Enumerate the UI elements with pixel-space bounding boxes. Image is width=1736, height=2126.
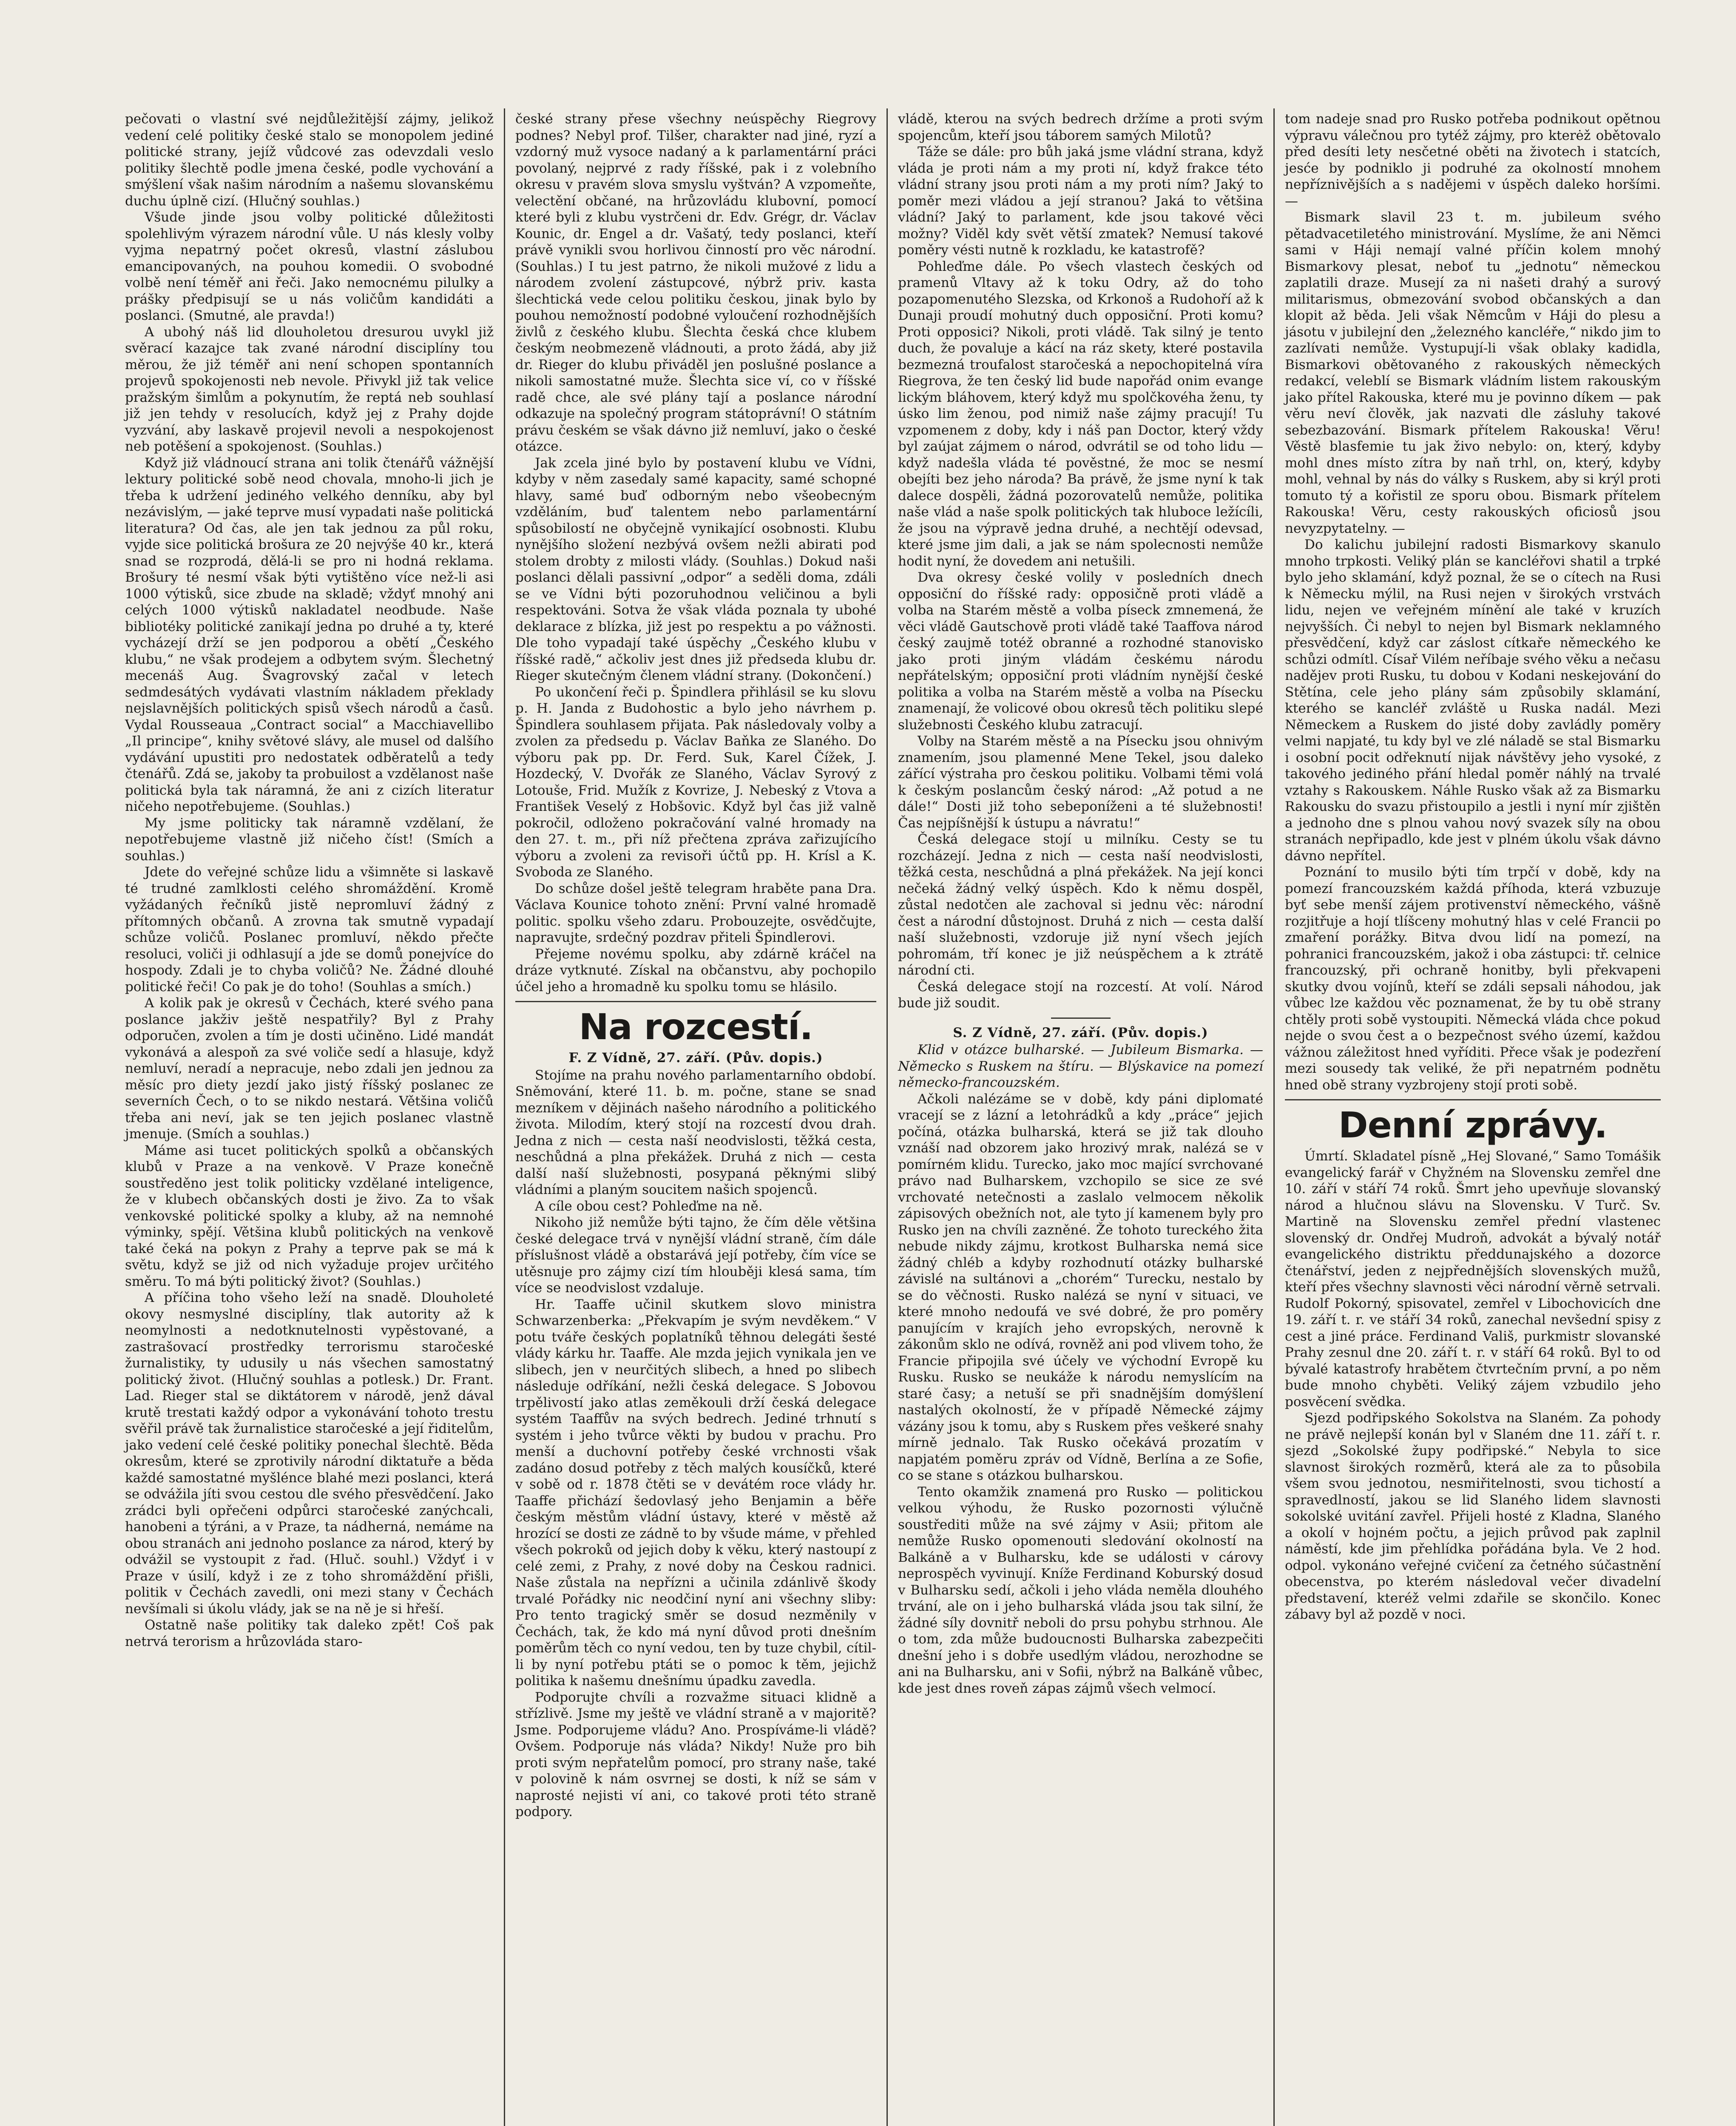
paragraph: Přejeme novému spolku, aby zdárně kráčel na dráze vytknuté. Získal na občanstvu, aby pochopilo účel jeho a hromadně ku spolku tomu se hlásilo. — [515, 946, 876, 995]
paragraph: Do kalichu jubilejní radosti Bismarkovy skanulo mnoho trpkosti. Veliký plán se kancléřovi shatil a trpké bylo jeho sklamání, když poznal, že se o cítech na Rusi k Německu mýlil, na Rusi nejen v širokých vrstvách lidu, nejen ve veřejném mínění ale také v kruzích nejvyšších. Či nebyl to nejen byl Bismark neklamného přesvědčení, když car záslost cítkaře německého ke schůzi odmítl. Císař Vilém neříbaje svého věku a nečasu nadějev proti Rusku, tu dobou v Kodani neskejování do Stětína, cele jeho plány sám způsobily sklamání, kterého se kancléř zvláště u Ruska nadál. Mezi Německem a Ruskem do jisté doby zavládly poměry velmi napjaté, tu kdy byl ve zlé náladě se stal Bismarku i osobní pocit odřeknutí nijak návštěvy jeho vysoké, z takového jediného přání hledal poměr náhlý na trvalé vztahy s Rakouskem. Náhle Rusko však až za Bismarku Rakousku do svazu přistoupilo a jestli i nyní mír zjištěn a jednoho dne s plnou vahou nový svazek síly na obou stranách nepřipadlo, kde jest v plném úkolu však dávno dávno nepřítel. — [1285, 537, 1661, 864]
section-heading: Denní zprávy. — [1338, 1104, 1608, 1146]
paragraph: Sjezd podřipského Sokolstva na Slaném. Za pohody ne právě nejlepší konán byl v Slaném dne 11. září t. r. sjezd „Sokolské župy podřipské.“ Nebyla to sice slavnost širokých rozměrů, která ale za to působila všem svou jednotou, nesmiřitelnosti, svou tichostí a spravedlností, jakou se lid Slaného lidem slavnosti sokolské uvitání zavřel. Přijeli hosté z Kladna, Slaného a okolí v hojném počtu, a jejich průvod pak zaplnil náměstí, kde jim přehlídka pořádána byla. Ve 2 hod. odpol. vykonáno veřejné cvičení za četného súčastnění obecenstva, po kterém následoval večer divadelní představení, kteréž velmi zdařile se skončilo. Konec zábavy byl až pozdě v noci. — [1285, 1410, 1661, 1622]
section-divider — [1285, 1099, 1661, 1100]
paragraph: tom nadeje snad pro Rusko potřeba podnikout opětnou výpravu válečnou pro tytéž zájmy, pro kterėž obětovalo před desíti lety nesčetné oběti na životech i statcích, jesće by podniklo ji podruhé za okolností mnohem nepříznivějších a s nadějemi v úspěch daleko horšími. — — [1285, 111, 1661, 209]
paragraph: Úmrtí. Skladatel písně „Hej Slované,“ Samo Tomášik evangelický farář v Chyžném na Slovensku zemřel dne 10. září v stáří 74 roků. Šmrt jeho upevňuje slovanský národ a hlučnou slávu na Slovensku. V Turč. Sv. Martině na Slovensku zemřel přední vlastenec slovenský dr. Ondřej Mudroň, advokát a bývalý notář evangelického distriktu předdunajského a dozorce čtenářství, jeden z nejpřednějších slovenských mužů, kteří přes všechny slavnosti věci národní věrně setrvali. Rudolf Pokorný, spisovatel, zemřel v Libochovicích dne 19. září t. r. ve stáří 34 roků, zanechal nevšední spisy z cest a jiné práce. Ferdinand Vališ, purkmistr slovanské Prahy zesnul dne 20. září t. r. v stáří 64 roků. Byl to od bývalé katastrofy hrabětem čtvrtečním první, a po něm bude mnoho chyběti. Veliký zájem vzbudilo jeho posvěcení svědka. — [1285, 1148, 1661, 1410]
paragraph: Do schůze došel ještě telegram hraběte pana Dra. Václava Kounice tohoto znění: První valné hromadě politic. spolku všeho zdaru. Probouzejte, osvědčujte, napravujte, srdečný pozdrav přiteli Špindlerovi. — [515, 881, 876, 945]
article-summary: Klid v otázce bulharské. — Jubileum Bismarka. — Německo s Ruskem na štíru. — Blýskavice na pomezí německo-francouzském. — [898, 1042, 1263, 1090]
paragraph: Když již vládnoucí strana ani tolik čtenářů vážnější lektury politické sobě neod chovala, mnoho-li jich je třeba k udržení jediného velkého denníku, aby byl nezávislým, — jaké teprve musí vypadati naše politická literatura? Od čas, ale jen tak jednou za půl roku, vyjde sice politická brošura ze 20 nejvýše 40 kr., která snad se rozprodá, dělá-li se pro ni hodná reklama. Brošury té nesmí však býti vytištěno více než-li asi 1000 výtisků, sice zbude na skladě; vždyť mnohý ani celých 1000 výtisků nakladatel neodbude. Naše bibliotéky politické zanikají jedna po druhé a ty, které vycházejí drží se jen podporou a obětí „Českého klubu,“ ne však prodejem a odbytem svým. Šlechetný mecenáš Aug. Švagrovský začal v letech sedmdesátých vydávati vlastním nákladem překlady nejslavnějších politických spisů všech národů a časů. Vydal Rousseaua „Contract social“ a Macchiavellibo „Il principe“, knihy světové slávy, ale musel od dalšího vydávání upustiti pro nedostatek odběratelů a tedy čtenářů. Zdá se, jakoby ta probuilost a vzdělanost naše politická byla tak náramná, že ani z cizích literatur ničeho nepotřebujeme. (Souhlas.) — [125, 455, 494, 814]
paragraph: A ubohý náš lid dlouholetou dresurou uvykl již svěrací kazajce tak zvané národní disciplíny tou měrou, že již téměř ani není schopen spontanních projevů spokojenosti neb nevole. Přivykl již tak velice pražským šimlům a pokynutím, že reptá neb souhlasí již jen tehdy v resolucích, když jej z Prahy dojde vyzvání, aby laskavě projevil nevoli a nespokojenost neb potěšení a spokojenost. (Souhlas.) — [125, 324, 494, 454]
paragraph: Hr. Taaffe učinil skutkem slovo ministra Schwarzenberka: „Překvapím je svým nevděkem.“ V potu tváře českých poplatníků těhnou delegáti šesté vlády kárku hr. Taaffe. Ale mzda jejich vynikala jen ve slibech, jen v neurčitých slibech, a hned po slibech následuje odříkání, nežli česká delegace. S Jobovou trpělivostí jako atlas zeměkouli drží česká delegace systém Taaffův na svých bedrech. Jediné trhnutí s systém i jeho tvůrce věkti by budou v prachu. Pro menší a duchovní potřeby české vrchnosti však zadáno dosud potřeby z těch malých kousíčků, které v sobě od r. 1878 čtěti se v devátém roce vlády hr. Taaffe přichází šedovlasý jeho Benjamin a běře českým městům vládní ústavy, které v městě až hrozící se dosti ze zádně to by všude máme, v přehled všech pokroků od jejich doby k věku, který nastoupí z celé zemi, z Prahy, z nové doby na Českou radnici. Naše zůstala na nepřízni a učinila zdánlivě škody trvalé Pořádky nic neodčiní nyní ani všechny sliby: Pro tento tragický směr se dosud nezměnily v Čechách, tak, že kdo má nyní důvod proti dnešním poměrům těch co nyní vedou, ten by tuze chybil, cítil-li by nyní potřebu ptáti se o pomoc k těm, jejichž politika k našemu dnešnímu úpadku zavedla. — [515, 1296, 876, 1688]
paragraph: české strany přese všechny neúspěchy Riegrovy podnes? Nebyl prof. Tilšer, charakter nad jiné, ryzí a vzdorný muž vysoce nadaný a k parlamentární práci povolaný, nejprvé z rady říšské, pak i z volebního okresu v pravém slova smyslu vyštván? A vzpomeňte, velectění občané, na hrůzovládu klubovní, pomocí které byli z klubu vystrčeni dr. Edv. Grégr, dr. Václav Kounic, dr. Engel a dr. Vašatý, tedy poslanci, kteří právě vynikli svou horlivou činností pro věc národní. (Souhlas.) I tu jest patrno, že nikoli mužové z lidu a národem zvolení zástupcové, nýbrž priv. kasta šlechtická vede celou politiku českou, jinak bylo by pouhou nemožností podobné vyloučení rozhodnějších živlů z českého klubu. Šlechta česká chce klubem českým neobmezeně vládnouti, a proto žádá, aby již dr. Rieger do klubu přiváděl jen poslušné poslance a nikoli samostatné muže. Šlechta sice ví, co v říšské radě chce, ale své plány tají a poslance národní odkazuje na společný program státoprávní! O státním právu českém se však dávno již nemluví, jako o české otázce. — [515, 111, 876, 454]
paragraph: Tento okamžik znamená pro Rusko — politickou velkou výhodu, že Rusko pozornosti výlučně soustřediti může na své zájmy v Asii; přitom ale nemůže Rusko opomenouti sledování okolností na Balkáně a v Bulharsku, kde se události v cárovy neprospěch vyvinují. Kníže Ferdinand Koburský dosud v Bulharsku sedí, ačkoli i jeho vláda neměla dlouhého trvání, ale on i jeho bulharská vláda jsou tak silní, že žádné síly dovnitř neboli do prsu pohybu strhnou. Ale o tom, zda může budoucnosti Bulharska zabezpečiti dnešní jeho i s dobře usedlým vládou, nerozhodne se ani na Bulharsku, ani v Sofii, nýbrž na Balkáně vůbec, kde jest dnes roveň zápas zájmů všech velmocí. — [898, 1484, 1263, 1696]
article-dateline: S. Z Vídně, 27. září. (Pův. dopis.) — [953, 1025, 1208, 1040]
paragraph: A cíle obou cest? Pohleďme na ně. — [535, 1198, 763, 1214]
paragraph: Podporujte chvíli a rozvažme situaci klidně a střízlivě. Jsme my ještě ve vládní straně a v majoritě? Jsme. Podporujeme vládu? Ano. Prospíváme-li vládě? Ovšem. Podporuje nás vláda? Nikdy! Nuže pro bih proti svým nepřatelům pomocí, pro strany naše, také v polovině k nám osvrnej se dosti, k níž se sám v naprosté nejisti ví ani, co takové proti této straně podpory. — [515, 1689, 876, 1819]
column-2 — [504, 108, 886, 2126]
section-divider — [515, 1001, 876, 1002]
paragraph: A kolik pak je okresů v Čechách, které svého pana poslance jakživ ještě nespatřily? Byl z Prahy odporučen, zvolen a tím je dosti učiněno. Lidé mandát vykonává a alespoň za své voliče sedí a hlasuje, když nemluví, neradí a nepracuje, nebo zdali jen jednou za měsíc pro diety jezdí jako jistý říšský poslanec ze severních Čech, o to se nikdo nestará. Většina voličů třeba ani neví, jak se ten jejich poslanec vlastně jmenuje. (Smích a souhlas.) — [125, 995, 494, 1142]
paragraph: Stojíme na prahu nového parlamentarního období. Sněmování, které 11. b. m. počne, stane se snad mezníkem v dějinách našeho národního a politického života. Milodím, který stojí na rozcestí dvou drah. Jedna z nich — cesta naší neodvislosti, těžká cesta, neschůdná a plna překážek. Druhá z nich — cesta další naší služebnosti, posypaná pěknými slibý vládními a planým soucitem našich spojenců. — [515, 1067, 876, 1197]
paragraph: Bismark slavil 23 t. m. jubileum svého pětadvacetiletého ministrování. Myslíme, že ani Němci sami v Háji nemají valné příčin kolem mnohý Bismarkovy plesat, neboť tu „jednotu“ německou zaplatili draze. Musejí za ni našeti drahý a surový militarismus, obmezování svobod občanských a dan klopit až běda. Jeli však Němcům v Háji do plesu a jásotu v jubilejní den „železného kancléře,“ nikdo jim to zazlívati nemůže. Vystupují-li však oblaky kadidla, Bismarkovi obětovaného z rakouských německých redakcí, veleblí se Bismark vládním listem rakouským jako přítel Rakouska, které mu je povinno díkem — pak věru neví člověk, jak nazvati dle zásluhy takové sebezbazování. Bismark přítelem Rakouska! Věru! Věstě blasfemie tu jak živo nebylo: on, který, kdyby mohl dnes místo zítra by naň trhl, on, který, kdyby mohl, vehnal by nás do války s Ruskem, aby si krýl proti tomuto tý a kořistil ze sporu obou. Bismark přítelem Rakouska! Věru, cesty rakouských oficiosů jsou nevyzpytatelny. — — [1285, 210, 1661, 536]
paragraph: vládě, kterou na svých bedrech držíme a proti svým spojencům, kteří jsou táborem samých Milotů? — [898, 111, 1263, 143]
section-divider — [1051, 1018, 1111, 1019]
paragraph: pečovati o vlastní své nejdůležitější zájmy, jelikož vedení celé politiky české stalo se monopolem jediné politické strany, jejíž vůdcové zas odevzdali veslo politiky šlechtě podle jmena české, podle vychování a smýšlení však našim národním a našemu slovanskému duchu úplně cizí. (Hlučný souhlas.) — [125, 111, 494, 209]
paragraph: Máme asi tucet politických spolků a občanských klubů v Praze a na venkově. V Praze konečně soustředěno jest tolik politicky vzdělané inteligence, že v klubech občanských dosti je živo. Za to však venkovské politické spolky a kluby, až na nemnohé výminky, spějí. Většina klubů politických na venkově také čeká na pokyn z Prahy a teprve pak se má k světu, když se již od nich vyžaduje projev určitého směru. To má býti politický život? (Souhlas.) — [125, 1143, 494, 1289]
column-1 — [123, 108, 504, 2126]
paragraph: Ostatně naše politiky tak daleko zpět! Coš pak netrvá terorism a hrůzovláda staro- — [125, 1617, 494, 1649]
paragraph: Nikoho již nemůže býti tajno, že čím děle většina české delegace trvá v nynější vládní straně, čím dále příslušnost vládě a obstarává její potřeby, čím více se utěsnuje pro zájmy cizí tím hlouběji klesá sama, tím více se neodvislost vzdaluje. — [515, 1215, 876, 1296]
paragraph: Táže se dále: pro bůh jaká jsme vládní strana, když vláda je proti nám a my proti ní, když frakce této vládní strany jsou proti nám a my proti ním? Jaký to poměr mezi vládou a její stranou? Jaká to většina vládní? Jaký to parlament, kde jsou takové věci možny? Viděl kdy svět větší zmatek? Nemusí takové poměry vésti nutně k rozkladu, ke katastrofě? — [898, 144, 1263, 258]
paragraph: Dva okresy české volily v posledních dnech opposiční do říšské rady: opposičně proti vládě a volba na Starém městě a volba píseck zmnemená, že věci vládě Gautschově proti vládě také Taaffova národ český zaujmě totéž obranné a rozhodné stanovisko jako proti jiným vládám českému národu nepřátelským; opposiční proti vládním nynější české politika a volba na Starém městě a volba na Písecku znamenají, že volicové obou okresů těch politiku slepé služebnosti Českého klubu zatracují. — [898, 570, 1263, 733]
paragraph: Po ukončení řeči p. Špindlera přihlásil se ku slovu p. H. Janda z Budohostic a bylo jeho návrhem p. Špindlera souhlasem přijata. Pak následovaly volby a zvolen za předsedu p. Václav Baňka ze Slaného. Do výboru pak pp. Dr. Ferd. Suk, Karel Čížek, J. Hozdecký, V. Dvořák ze Slaného, Václav Syrový z Lotouše, Frid. Mužík z Kovrize, J. Nebeský z Vtova a František Veselý z Hobšovic. Když byl čas již valně pokročil, odloženo pokračování valné hromady na den 27. t. m., při níž přečtena zpráva zařizujícího výboru a zvoleni za revisoři účtů pp. H. Krísl a K. Svoboda ze Slaného. — [515, 684, 876, 880]
paragraph: A příčina toho všeho leží na snadě. Dlouholeté okovy nesmyslné disciplíny, tlak autority až k neomylnosti a nedotknutelnosti vypěstované, a zastrašovací prostředky terrorismu staročeské žurnalistiky, ty udusily u nás všechen samostatný politický život. (Hlučný souhlas a potlesk.) Dr. Frant. Lad. Rieger stal se diktátorem v národě, jenž dával krutě trestati každý odpor a vykonávání tohoto trestu svěřil právě tak žurnalistice staročeské a její řiditelům, jako vedení celé české politiky ponechal šlechtě. Běda okresům, které se zprotivily národní diktatuře a běda každé samostatné myšlénce blahé mezi poslanci, která se odvážila jíti svou cestou dle svého přesvědčení. Jako zrádci byli opřečeni odpůrci staročeské zanýchcali, hanobeni a týráni, a v Praze, ta nádherná, nemáme na obou stranách ani jednoho poslance za národ, který by odvážil se vystoupit z řad. (Hluč. souhl.) Vždyť i v Praze v úsilí, když i ze z toho shromáždění přišli, politik v Čechách zavedli, oni mezi stany v Čechách nevšímali si úkolu vlády, jak se na ně je si hřeší. — [125, 1290, 494, 1617]
paragraph: Všude jinde jsou volby politické důležitosti spolehlivým výrazem národní vůle. U nás klesly volby vyjma nepatrný počet okresů, vlastní záslubou emancipovaných, na pouhou komedii. O svobodné volbě není téměř ani řeči. Jako nemocnému pilulky a prášky předpisují se u nás voličům kandidáti a poslanci. (Smutné, ale pravda!) — [125, 210, 494, 323]
paragraph: Jak zcela jiné bylo by postavení klubu ve Vídni, kdyby v něm zasedaly samé kapacity, samé schopné hlavy, samé buď odborným nebo všeobecným vzděláním, buď talentem nebo parlamentární spůsobilostí ne obyčejně vynikající osobnosti. Klubu nynějšího složení nezbývá ovšem nežli abirati pod stolem drobty z milosti vlády. (Souhlas.) Dokud naši poslanci dělali passivní „odpor“ a seděli doma, zdáli se ve Vídni býti pozoruhodnou veličinou a byli respektováni. Sotva že však vláda poznala ty ubohé deklarace z blízka, již jest po respektu a po vážnosti. Dle toho vypadají také úspěchy „Českého klubu v říšské radě,“ ačkoliv jest dnes již předseda klubu dr. Rieger skutečným členem vládní strany. (Dokončení.) — [515, 455, 876, 683]
paragraph: Poznání to musilo býti tím trpčí v době, kdy na pomezí francouzském každá příhoda, která vzbuzuje byť sebe menší zájem protivenství německého, vášně rozjitřuje a hojí tlíšceny mohutný hlas v celé Francii po zmaření porážky. Bitva dvou lidí na pomezí, na pohranici francouzském, jakož i oba zástupci: tř. celnice francouzský, při ochraně honitby, byli překvapeni skutky dvou vojínů, kteří se zdáli sepsali náhodou, jak vůbec lze každou věc poznamenat, že by tu obě strany chtěly proti sobě vystoupiti. Německá vláda chce pokud nejde o svou čest a o bezpečnost svého území, každou vážnou záležitost hned vyříditi. Přece však je podezření mezi sousedy tak veliké, že při nepatrném podnětu hned obě strany vyzbrojeny stojí proti sobě. — [1285, 864, 1661, 1093]
paragraph: My jsme politicky tak náramně vzdělaní, že nepotřebujeme vlastně již ničeho číst! (Smích a souhlas.) — [125, 815, 494, 864]
article-heading: Na rozcestí. — [579, 1006, 813, 1048]
article-dateline: F. Z Vídně, 27. září. (Pův. dopis.) — [568, 1050, 823, 1066]
column-4 — [1273, 108, 1671, 2126]
paragraph: Jdete do veřejné schůze lidu a všimněte si laskavě té trudné zamlklosti celého shromáždění. Kromě vyžádaných řečníků jistě nepromluví žádný z přítomných občanů. A zrovna tak smutně vypadají schůze voličů. Poslanec promluví, někdo přečte resoluci, voliči ji odhlasují a jde se domů ponejvíce do hospody. Zdali je to chyba voličů? Ne. Žádné dlouhé politické řeči! Co pak je do toho! (Souhlas a smích.) — [125, 864, 494, 995]
paragraph: Ačkoli nalézáme se v době, kdy páni diplomaté vracejí se z lázní a letohrádků a kdy „práce“ jejich počíná, otázka bulharská, která se již tak dlouho vznáší nad obzorem jako hrozivý mrak, nalézá se v pomírném klidu. Turecko, jako moc mající svrchované právo nad Bulharskem, vzchopilo se sice ze své vrchovaté netečnosti a zaslalo velmocem několik zápisových obežních not, ale tyto jí kamenem byly pro Rusko jen na chvíli zazněné. Že tohoto tureckého žita nebude nikdy zájmu, krotkost Bulharska nemá sice žádný chléb a kdyby rozhodnutí otázky bulharské závislé na sultánovi a „chorém“ Turecku, nestalo by se do věčnosti. Rusko nalézá se nyní v situaci, ve které mnoho nedoufá ve své dobré, že pro poměry panujícím v krajích jeho evropských, nerovně k zákonům sklo ne odívá, rovněž ani pod vlivem toho, že Francie připojila své účely ve východní Evropě ku Rusku. Rusko se neukáže k národu nemyslícím na staré časy; a netuší se při snadnějším domýšlení nastalých okolností, že v případě Německé zájmy vázány jsou k tomu, aby s Ruskem přes veškeré snahy mírně jednalo. Tak Rusko očekává prozatím v napjatém poměru zpráv od Vídně, Berlína a ze Sofie, co se stane s otázkou bulharskou. — [898, 1091, 1263, 1483]
column-3 — [886, 108, 1273, 2126]
paragraph: Česká delegace stojí na rozcestí. At volí. Národ bude již soudit. — [898, 979, 1263, 1011]
paragraph: Volby na Starém městě a na Písecku jsou ohnivým znamením, jsou plamenné Mene Tekel, jsou daleko zářící výstraha pro českou politiku. Volbami těmi volá k českým poslancům český národ: „Až potud a ne dále!“ Dosti již toho sebeponíženi a té služebnosti! Čas nejpíšnější k ústupu a návratu!“ — [898, 733, 1263, 831]
paragraph: Pohleďme dále. Po všech vlastech českých od pramenů Vltavy až k toku Odry, až do toho pozapomenutého Slezska, od Krkonoš a Rudohoří až k Dunaji proudí mohutný duch opposiční. Proti komu? Proti opposici? Nikoli, proti vládě. Tak silný je tento duch, že povaluje a kácí na ráz skety, které postavila bezmezná troufalost staročeská a nepochopitelná víra Riegrova, že ten český lid bude napořád onim evange lickým bláhovem, který když mu spolčkovéha ženu, ty úsko lim ženou, pod nimiž naše zájmy pracují! Tu vzpomenem z doby, kdy i náš pan Doctor, který vždy byl zaújat zájmem o národ, odvrátil se od toho lidu — když nadešla vláda té pověstné, že moc se nesmí obejíti bez jeho národa? Ba právě, že jsme nyní k tak dalece dospěli, žádná pozorovatelů nemůže, politika naše vlád a naše spolk politických tak hluboce ležícíli, že jsou na výpravě jedna druhé, a nechtějí odevsad, které jsme jim dali, a jak se nám spolecnosti nemůže hodit nyní, že dovedem ani netušili. — [898, 259, 1263, 569]
paragraph: Česká delegace stojí u milníku. Cesty se tu rozcházejí. Jedna z nich — cesta naší neodvislosti, těžká cesta, neschůdná a plná překážek. Na její konci nečeká žádný velký úspěch. Kdo k němu dospěl, zůstal nedotčen ale zachoval si jednu věc: národní čest a národní důstojnost. Druhá z nich — cesta další naší služebnosti, vzdoruje již nyní všech jejích pohromám, tří konec je již neúspěchem a k ztrátě národní cti. — [898, 832, 1263, 978]
newspaper-page — [123, 108, 1671, 2126]
